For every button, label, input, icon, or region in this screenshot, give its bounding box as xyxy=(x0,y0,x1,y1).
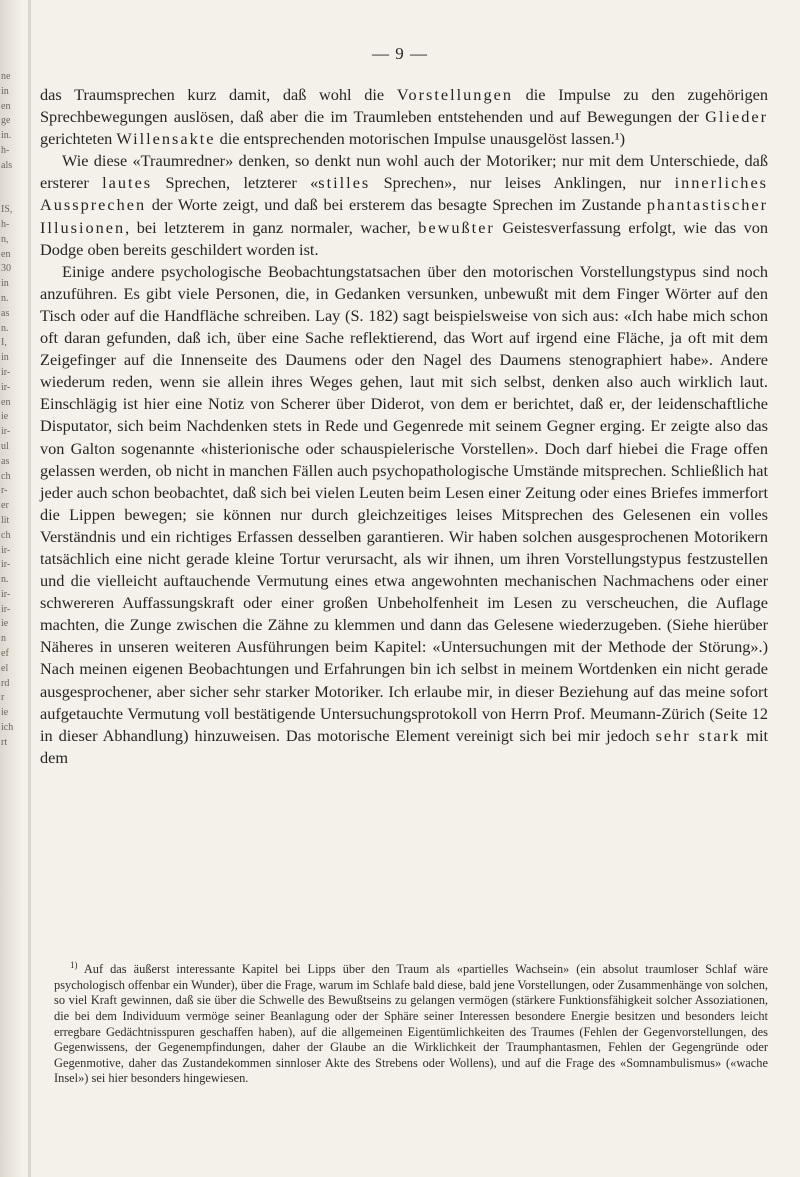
margin-fragment: ul xyxy=(1,440,9,452)
margin-fragment: in xyxy=(1,278,9,290)
text-run: Wie diese «Traumredner» denken, so denkt nun wohl auch der Motoriker; nur mit dem Unterschiede, daß ersterer xyxy=(40,151,768,193)
spaced-emphasis: innerliches Aussprechen xyxy=(40,173,769,215)
text-run: gerichteten xyxy=(40,129,117,149)
footnote xyxy=(54,958,768,1087)
margin-fragment: ir- xyxy=(1,426,11,438)
paragraph-1 xyxy=(40,84,768,150)
margin-fragment: n. xyxy=(1,322,9,334)
text-run: die Impulse zu den zugehörigen Sprechbewegungen auslösen, daß aber die im Traumleben entstehenden und auf Bewegungen der xyxy=(40,85,768,127)
text-run: Sprechen», nur leises Anklingen, nur xyxy=(370,173,675,193)
spaced-emphasis: stilles xyxy=(318,173,371,193)
margin-fragment: as xyxy=(1,455,10,467)
text-run: der Worte zeigt, und daß bei ersterem das besagte Sprechen im Zustande xyxy=(146,195,647,215)
spaced-emphasis: bewußter xyxy=(418,217,495,237)
text-run: das Traumsprechen kurz damit, daß wohl die xyxy=(40,85,397,104)
margin-fragment: als xyxy=(1,159,13,171)
margin-fragment: en xyxy=(1,100,11,112)
margin-fragment: ef xyxy=(1,648,9,660)
margin-fragment: rd xyxy=(1,677,10,689)
spaced-emphasis: Glieder xyxy=(705,107,768,127)
text-run: Sprechen, letzterer « xyxy=(152,173,319,193)
margin-fragment: ne xyxy=(1,71,11,82)
adjacent-page-edge xyxy=(0,0,22,1177)
text-run: die entsprechenden motorischen Impulse unausgelöst lassen.¹) xyxy=(215,129,626,149)
margin-fragment: in xyxy=(1,352,9,364)
margin-fragment: el xyxy=(1,662,9,674)
spaced-emphasis: sehr stark xyxy=(655,725,741,745)
footnote-text: Auf das äußerst interessante Kapitel bei Lipps über den Traum als «partielles Wachsein» (ein absolut traumloser Schlaf wäre psychologisch offenbar ein Wunder), über die Frage, warum im Schlafe bald diese, bald jene Vorstellungen, oder Zusammenhänge von solchen, so viel Kraft gewinnen, daß sie über die Schwelle des Bewußtseins zu gelangen vermögen (stärkere Funktionsfähigkeit solcher Assoziationen, die bei dem Individuum vermöge seiner Beanlagung oder der Sphäre seiner Interessen besondere Energie besitzen und besonders leicht erregbare Gedächtnisspuren geschaffen haben), auf die allgemeinen Eigentümlichkeiten des Traumes (Fehlen der Gegenvorstellungen, des Gegenwissens, der Gegenempfindungen, daher der Glaube an die Wirklichkeit der Traumphantasmen, Fehlen der Gegengründe oder Gegenmotive, daher das Zustandekommen sinnloser Akte des Strebens oder Wollens), und auf die Frage des «Somnambulismus» («wache Insel») sei hier besonders hingewiesen. xyxy=(54,962,768,1086)
body-text xyxy=(40,84,768,769)
paragraph-2 xyxy=(40,150,768,260)
margin-fragment: rt xyxy=(1,736,8,748)
page-number: — 9 — xyxy=(372,44,428,63)
margin-fragment: in xyxy=(1,85,9,97)
spaced-emphasis: lautes xyxy=(102,173,153,193)
margin-fragment: ich xyxy=(1,722,14,734)
margin-fragment: ie xyxy=(1,411,9,423)
margin-fragment: n. xyxy=(1,292,9,304)
adjacent-page-fragments xyxy=(1,70,19,751)
spaced-emphasis: Vorstellungen xyxy=(396,85,513,104)
paragraph-3 xyxy=(40,261,768,769)
binding-gutter xyxy=(28,0,31,1177)
margin-fragment: lit xyxy=(1,514,10,526)
margin-fragment: er xyxy=(1,500,9,512)
margin-fragment: ie xyxy=(1,618,9,630)
margin-fragment: en xyxy=(1,248,11,260)
margin-fragment xyxy=(1,174,19,189)
margin-fragment: as xyxy=(1,307,10,319)
spaced-emphasis: Willensakte xyxy=(116,129,216,149)
margin-fragment: ir- xyxy=(1,381,11,393)
margin-fragment: r xyxy=(1,692,5,704)
margin-fragment: in. xyxy=(1,130,12,142)
margin-fragment: ch xyxy=(1,470,11,482)
margin-fragment: ir- xyxy=(1,559,11,571)
spaced-emphasis: phantastischer Illusionen xyxy=(40,195,768,237)
margin-fragment: ge xyxy=(1,115,11,127)
margin-fragment xyxy=(1,188,19,203)
margin-fragment: ie xyxy=(1,707,9,719)
margin-fragment: en xyxy=(1,396,11,408)
footnote-mark: 1) xyxy=(70,960,78,970)
margin-fragment: I, xyxy=(1,337,7,349)
margin-fragment: ir- xyxy=(1,544,11,556)
text-run: Geistesverfassung erfolgt, wie das von Dodge oben bereits geschildert worden ist. xyxy=(40,217,768,259)
text-run: , bei letzterem in ganz normaler, wacher, xyxy=(125,217,419,237)
margin-fragment: IS, xyxy=(1,204,13,216)
margin-fragment: n. xyxy=(1,574,9,586)
text-run: Einige andere psychologische Beobachtungstatsachen über den motorischen Vorstellungstypus sind noch anzuführen. Es gibt viele Personen, die, in Gedanken versunken, unbewußt mit dem Finger Wörter auf den Tisch oder auf die Handfläche schreiben. Lay (S. 182) sagt beispielsweise von sich aus: «Ich habe mich schon oft daran gefunden, daß ich, über eine Sache reflektierend, das Wort auf irgend eine Fläche, ja oft mit dem Zeigefinger auf die Innenseite des Daumens oder den Nagel des Daumens stenographiert habe». Andere wiederum reden, wenn sie allein ihres Weges gehen, laut mit sich selbst, denken also auch wirklich laut. Einschlägig ist hier eine Notiz von Scherer über Diderot, von dem er berichtet, daß er, der leidenschaftliche Disputator, sich beim Nachdenken stets in Rede und Gegenrede mit seinem Gegner erging. Er zeigte also das von Galton sogenannte «histerionische oder schauspielerische Vorstellen». Doch darf hiebei die Frage offen gelassen werden, ob nicht in manchen Fällen auch psychopathologische Umstände mitsprechen. Schließlich hat jeder auch schon beobachtet, daß sich bei vielen Leuten beim Lesen einer Zeitung oder eines Briefes immerfort die Lippen bewegen; sie können nur durch gleichzeitiges leises Mitsprechen des Gelesenen ein volles Verständnis und ein richtiges Erfassen desselben garantieren. Wir haben solchen ausgesprochenen Motorikern tatsächlich eine nicht gerade kleine Tortur verursacht, als wir ihnen, um ihren Vorstellungstypus festzustellen und die vielleicht auftauchende Vermutung eines etwa angewohnten mechanischen Nachmachens oder einer schwereren Auffassungskraft oder einer großen Unbeholfenheit im Lesen zu verscheuchen, die Auflage machten, die Zunge zwischen die Zähne zu klemmen und dann das Gelesene wiederzugeben. (Siehe hierüber Näheres in unseren weiteren Ausführungen beim Kapitel: «Untersuchungen mit der Methode der Störung».) Nach meinen eigenen Beobachtungen und Erfahrungen bin ich selbst in meinem Wortdenken ein nicht gerade ausgesprochener, aber sicher sehr starker Motoriker. Ich erlaube mir, in dieser Beziehung auf das meine sofort aufgetauchte Vermutung voll bestätigende Untersuchungsprotokoll von Herrn Prof. Meumann-Zürich (Seite 12 in dieser Abhandlung) hinzuweisen. Das motorische Element vereinigt sich bei mir jedoch xyxy=(40,261,768,745)
margin-fragment: r- xyxy=(1,485,8,497)
margin-fragment: ir- xyxy=(1,588,11,600)
margin-fragment: ir- xyxy=(1,603,11,615)
margin-fragment: ir- xyxy=(1,366,11,378)
margin-fragment: h- xyxy=(1,218,10,230)
margin-fragment: h- xyxy=(1,144,10,156)
text-run: mit dem xyxy=(40,725,768,767)
margin-fragment: 30 xyxy=(1,263,11,275)
margin-fragment: ch xyxy=(1,529,11,541)
margin-fragment: n, xyxy=(1,233,9,245)
margin-fragment: n xyxy=(1,633,6,645)
